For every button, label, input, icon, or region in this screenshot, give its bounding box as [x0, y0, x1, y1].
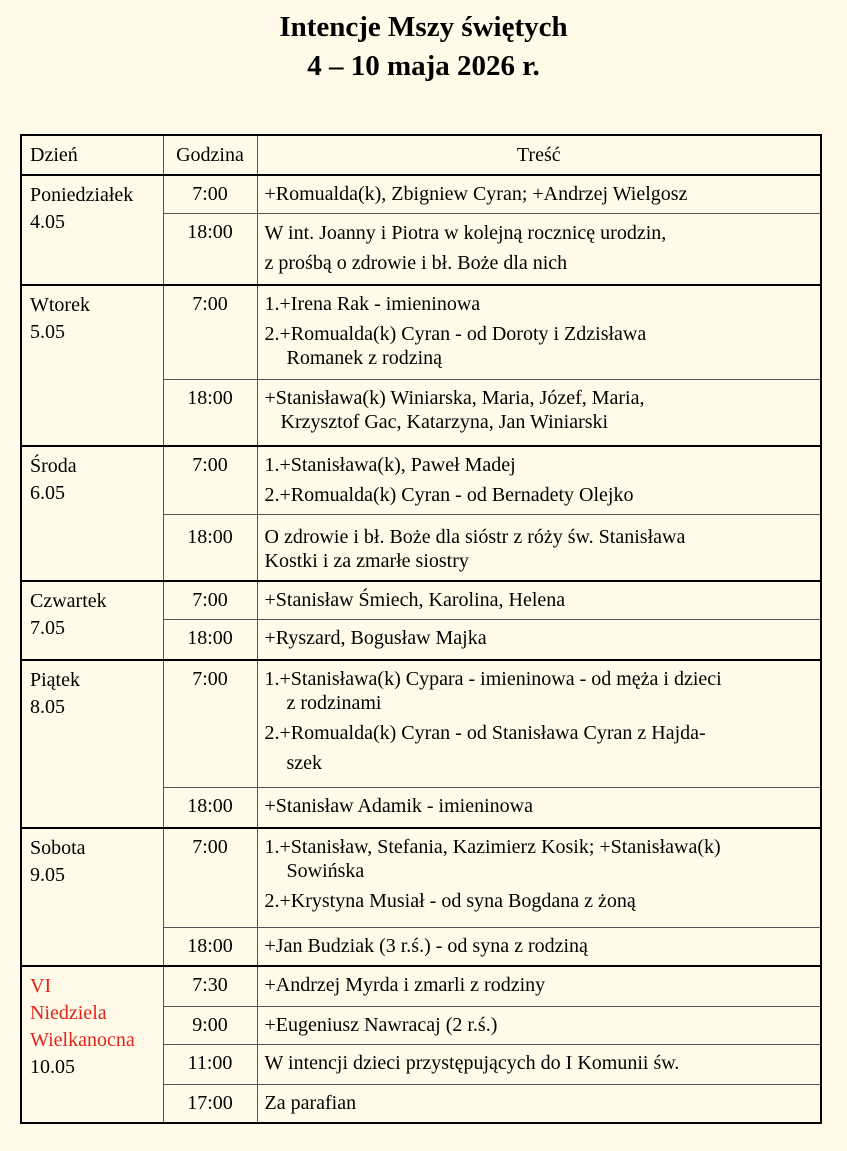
mass-time: 18:00 — [163, 620, 257, 660]
mass-intention — [257, 175, 821, 213]
mass-intention — [257, 660, 821, 788]
table-row — [21, 966, 821, 1007]
intention-line: 1.+Stanisława(k) Cypara - imieninowa - od męża i dzieci — [264, 667, 722, 690]
day-date: 6.05 — [30, 481, 65, 504]
intention-line: W intencji dzieci przystępujących do I Komunii św. — [264, 1052, 680, 1074]
day-name: Piątek — [30, 668, 80, 691]
mass-time: 7:00 — [163, 446, 257, 515]
table-row — [21, 285, 821, 380]
day-date: 4.05 — [30, 211, 65, 233]
table-row — [21, 581, 821, 620]
day-date: 10.05 — [30, 1055, 75, 1078]
intention-line: 2.+Krystyna Musiał - od syna Bogdana z żoną — [264, 889, 636, 912]
intention-line: Krzysztof Gac, Katarzyna, Jan Winiarski — [280, 411, 609, 433]
intention-line: 2.+Romualda(k) Cyran - od Doroty i Zdzisława — [264, 322, 647, 345]
mass-time: 9:00 — [163, 1007, 257, 1045]
intention-line: szek — [286, 751, 323, 774]
mass-intention — [257, 620, 821, 660]
intention-line: 1.+Irena Rak - imieninowa — [264, 292, 481, 315]
header-day: Dzień — [21, 135, 163, 175]
mass-intention — [257, 828, 821, 928]
table-row — [21, 660, 821, 788]
mass-time: 18:00 — [163, 928, 257, 966]
day-cell — [21, 285, 163, 446]
intention-line: Za parafian — [264, 1092, 357, 1114]
mass-time: 7:00 — [163, 828, 257, 928]
intention-line: +Stanisław Śmiech, Karolina, Helena — [264, 588, 566, 611]
intention-line: 2.+Romualda(k) Cyran - od Bernadety Olejko — [264, 483, 634, 506]
mass-intention — [257, 380, 821, 446]
day-cell — [21, 446, 163, 581]
day-cell — [21, 175, 163, 285]
intention-line: Kostki i za zmarłe siostry — [264, 550, 469, 572]
mass-time: 7:00 — [163, 175, 257, 213]
intention-line: +Stanisław Adamik - imieninowa — [264, 795, 533, 817]
day-date: 5.05 — [30, 320, 65, 343]
intention-line: z rodzinami — [286, 691, 382, 714]
day-name: Środa — [30, 454, 77, 477]
mass-intention — [257, 285, 821, 380]
mass-intentions-table — [20, 134, 822, 1124]
intention-line: +Ryszard, Bogusław Majka — [264, 627, 487, 649]
mass-time: 7:00 — [163, 581, 257, 620]
day-name: Wielkanocna — [30, 1028, 135, 1051]
intention-line: 1.+Stanisława(k), Paweł Madej — [264, 453, 516, 476]
header-text: Treść — [257, 135, 821, 175]
mass-intention — [257, 928, 821, 966]
mass-time: 18:00 — [163, 788, 257, 828]
mass-time: 11:00 — [163, 1045, 257, 1085]
intention-line: Sowińska — [286, 859, 365, 882]
day-cell — [21, 828, 163, 966]
table-header-row — [21, 135, 821, 175]
mass-time: 18:00 — [163, 380, 257, 446]
intention-line: z prośbą o zdrowie i bł. Boże dla nich — [264, 251, 568, 274]
mass-intention — [257, 446, 821, 515]
intention-line: O zdrowie i bł. Boże dla sióstr z róży św. Stanisława — [264, 526, 686, 548]
day-name: Niedziela — [30, 1001, 107, 1024]
mass-intention — [257, 1007, 821, 1045]
intention-line: W int. Joanny i Piotra w kolejną rocznicę urodzin, — [264, 221, 667, 244]
mass-time: 7:30 — [163, 966, 257, 1007]
intention-line: +Jan Budziak (3 r.ś.) - od syna z rodziną — [264, 935, 588, 957]
day-date: 9.05 — [30, 863, 65, 886]
day-name: Poniedziałek — [30, 184, 134, 206]
table-row — [21, 828, 821, 928]
day-name: VI — [30, 974, 52, 997]
day-name: Czwartek — [30, 589, 107, 612]
table-row — [21, 175, 821, 213]
page-title: Intencje Mszy świętych — [279, 11, 568, 43]
intention-line: 2.+Romualda(k) Cyran - od Stanisława Cyran z Hajda- — [264, 721, 706, 744]
mass-time: 7:00 — [163, 660, 257, 788]
mass-intention — [257, 581, 821, 620]
day-cell — [21, 581, 163, 660]
intention-line: Romanek z rodziną — [286, 346, 442, 369]
mass-intention — [257, 213, 821, 285]
mass-time: 7:00 — [163, 285, 257, 380]
day-name: Sobota — [30, 836, 86, 859]
day-cell — [21, 660, 163, 828]
mass-intention — [257, 1045, 821, 1085]
intention-line: 1.+Stanisław, Stefania, Kazimierz Kosik; +Stanisława(k) — [264, 835, 721, 858]
intention-line: +Stanisława(k) Winiarska, Maria, Józef, Maria, — [264, 387, 645, 409]
header-hour: Godzina — [163, 135, 257, 175]
page-subtitle: 4 – 10 maja 2026 r. — [307, 50, 540, 82]
mass-intention — [257, 1085, 821, 1123]
intention-line: +Romualda(k), Zbigniew Cyran; +Andrzej Wielgosz — [264, 183, 688, 205]
day-name: Wtorek — [30, 293, 90, 316]
day-cell — [21, 966, 163, 1123]
mass-time: 17:00 — [163, 1085, 257, 1123]
day-date: 7.05 — [30, 616, 65, 639]
intention-line: +Andrzej Myrda i zmarli z rodziny — [264, 973, 546, 996]
day-date: 8.05 — [30, 695, 65, 718]
mass-intention — [257, 788, 821, 828]
mass-time: 18:00 — [163, 213, 257, 285]
mass-intention — [257, 515, 821, 581]
mass-time: 18:00 — [163, 515, 257, 581]
mass-intention — [257, 966, 821, 1007]
table-row — [21, 446, 821, 515]
intention-line: +Eugeniusz Nawracaj (2 r.ś.) — [264, 1014, 498, 1036]
